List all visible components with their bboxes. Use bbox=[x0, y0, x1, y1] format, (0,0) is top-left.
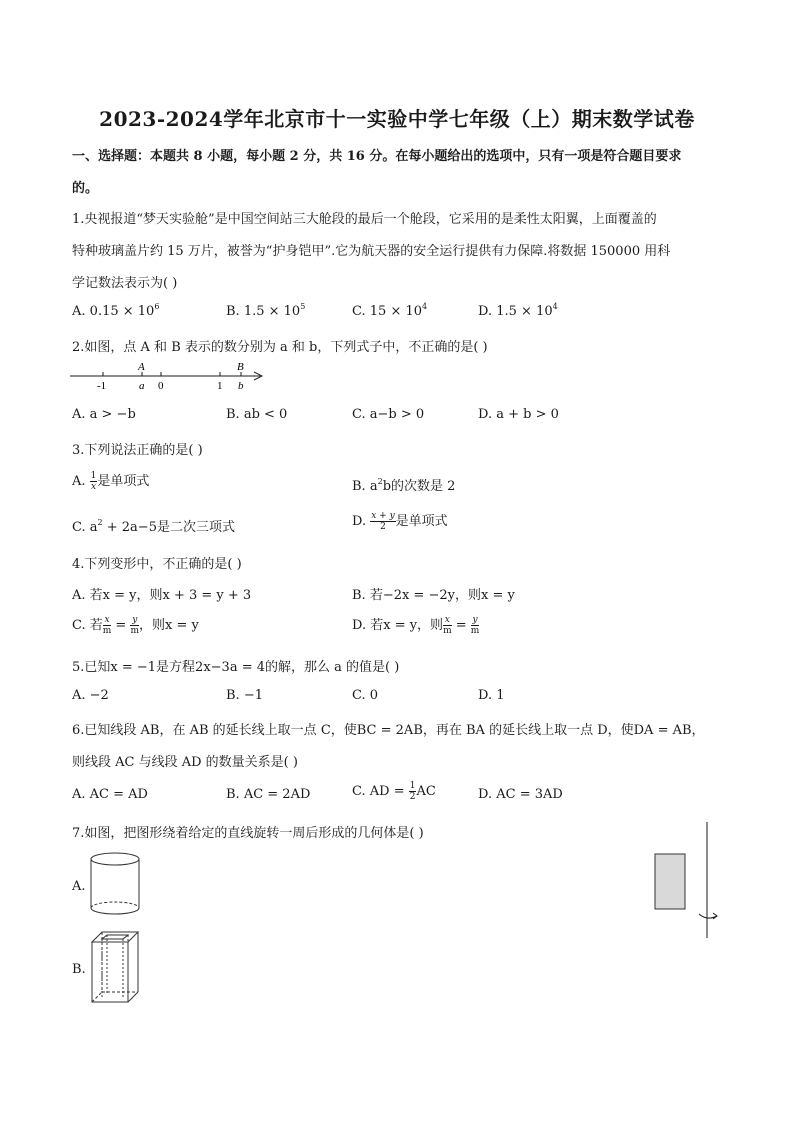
number-line-figure bbox=[68, 358, 278, 394]
q4-option-c[interactable]: C. 若 $\frac{x}{m}$ = $\frac{y}{m}$ ，则x = y bbox=[72, 615, 199, 636]
q2-option-d[interactable]: D. a + b > 0 bbox=[478, 407, 559, 422]
q4-option-a[interactable]: A. 若x = y，则x + 3 = y + 3 bbox=[72, 588, 252, 603]
q6-line1: 6.已知线段 AB，在 AB 的延长线上取一点 C，使BC = 2AB，再在 BA 的延长线上取一点 D，使DA = AB， bbox=[72, 723, 705, 738]
label-one: 1 bbox=[217, 380, 223, 392]
q4-stem: 4.下列变形中，不正确的是( ) bbox=[72, 557, 242, 572]
rotation-figure bbox=[645, 820, 725, 942]
q5-option-c[interactable]: C. 0 bbox=[352, 688, 379, 703]
q2-option-b[interactable]: B. ab < 0 bbox=[226, 407, 288, 422]
q1-line2: 特种玻璃盖片约 15 万片，被誉为“护身铠甲”.它为航天器的安全运行提供有力保障.将数据 150000 用科 bbox=[72, 244, 671, 259]
q5-option-b[interactable]: B. −1 bbox=[226, 688, 263, 703]
q6-option-d[interactable]: D. AC = 3AD bbox=[478, 787, 563, 802]
label-a: a bbox=[139, 380, 145, 392]
rotation-rectangle bbox=[655, 854, 685, 909]
exam-title: 2023-2024学年北京市十一实验中学七年级（上）期末数学试卷 bbox=[99, 107, 695, 131]
q7-option-b-label[interactable]: B. bbox=[72, 962, 86, 977]
label-point-B: B bbox=[237, 361, 244, 373]
q6-option-c[interactable]: C. AD = $\frac{1}{2}$ AC bbox=[352, 781, 436, 802]
label-point-A: A bbox=[138, 361, 145, 373]
q7-option-a-label[interactable]: A. bbox=[72, 879, 86, 894]
q5-option-d[interactable]: D. 1 bbox=[478, 688, 505, 703]
q6-option-b[interactable]: B. AC = 2AD bbox=[226, 787, 311, 802]
q1-option-a[interactable]: A. $0.15 \times 10^6$ bbox=[72, 302, 160, 319]
q7-stem: 7.如图，把图形绕着给定的直线旋转一周后形成的几何体是( ) bbox=[72, 826, 424, 841]
q2-stem: 2.如图，点 A 和 B 表示的数分别为 a 和 b，下列式子中，不正确的是( ) bbox=[72, 340, 488, 355]
q1-option-c[interactable]: C. $15 \times 10^4$ bbox=[352, 302, 428, 319]
q1-line1: 1.央视报道“梦天实验舱”是中国空间站三大舱段的最后一个舱段，它采用的是柔性太阳翼，上面覆盖的 bbox=[72, 212, 657, 227]
q5-option-a[interactable]: A. −2 bbox=[72, 688, 109, 703]
q4-option-d[interactable]: D. 若x = y，则 $\frac{x}{m}$ = $\frac{y}{m}$ bbox=[352, 615, 480, 636]
q3-option-d[interactable]: D. $\frac{x + y}{2}$ 是单项式 bbox=[352, 511, 448, 532]
label-minus-one: -1 bbox=[97, 380, 107, 392]
q3-option-a[interactable]: A. $\frac{1}{x}$ 是单项式 bbox=[72, 471, 150, 492]
q4-option-b[interactable]: B. 若−2x = −2y，则x = y bbox=[352, 588, 515, 603]
q3-stem: 3.下列说法正确的是( ) bbox=[72, 443, 203, 458]
q2-option-a[interactable]: A. a > −b bbox=[72, 407, 136, 422]
label-zero: 0 bbox=[158, 380, 164, 392]
rotation-arrowhead bbox=[713, 913, 717, 919]
q2-option-c[interactable]: C. a−b > 0 bbox=[352, 407, 425, 422]
section-heading: 一、选择题：本题共 8 小题，每小题 2 分，共 16 分。在每小题给出的选项中，只有一项是符合题目要求 bbox=[72, 149, 682, 164]
section-heading-cont: 的。 bbox=[72, 181, 99, 196]
q3-option-b[interactable]: B. $a^2b$的次数是 2 bbox=[352, 477, 456, 494]
q3-option-c[interactable]: C. $a^2 + 2a-5$是二次三项式 bbox=[72, 518, 235, 535]
q7-option-a-cylinder[interactable] bbox=[88, 850, 144, 920]
q1-option-b[interactable]: B. $1.5 \times 10^5$ bbox=[226, 302, 306, 319]
q5-stem: 5.已知x = −1是方程2x−3a = 4的解，那么 a 的值是( ) bbox=[72, 660, 400, 675]
q6-line2: 则线段 AC 与线段 AD 的数量关系是( ) bbox=[72, 755, 298, 770]
label-b: b bbox=[238, 380, 244, 392]
q6-option-a[interactable]: A. AC = AD bbox=[72, 787, 148, 802]
q1-line3: 学记数法表示为( ) bbox=[72, 276, 178, 291]
q7-option-b-prism[interactable] bbox=[88, 928, 144, 1008]
q1-option-d[interactable]: D. $1.5 \times 10^4$ bbox=[478, 302, 558, 319]
